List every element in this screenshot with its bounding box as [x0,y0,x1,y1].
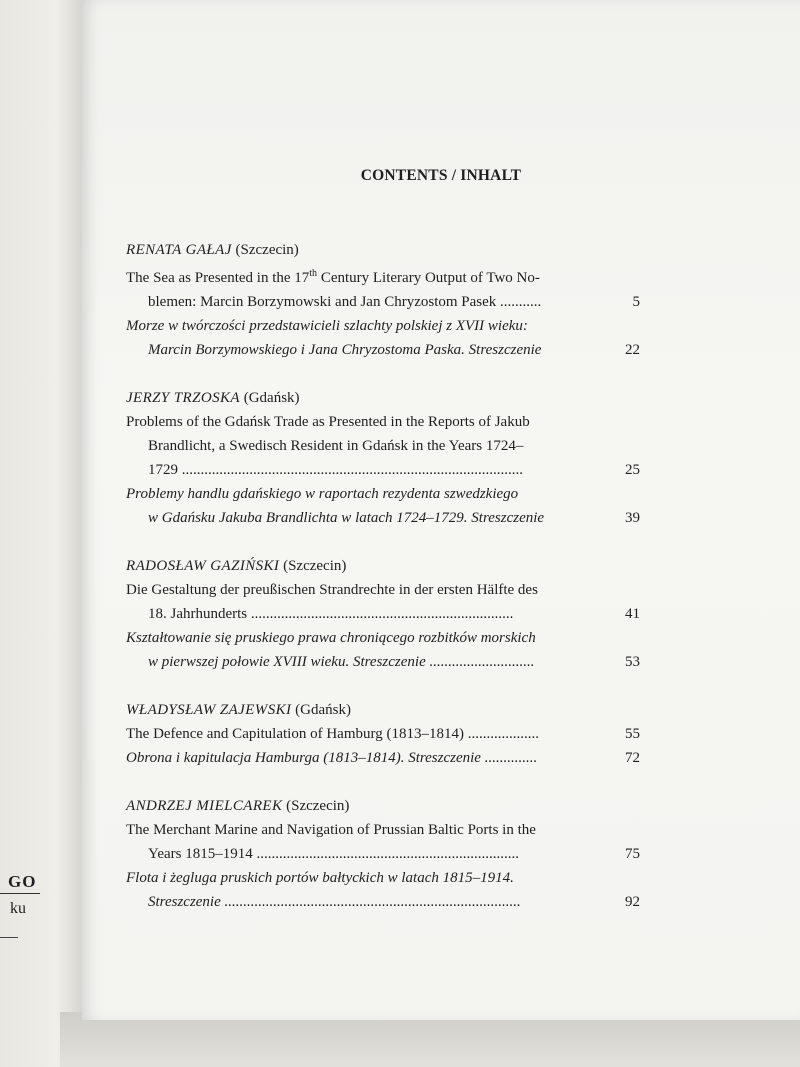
entry-title-line: w pierwszej połowie XVIII wieku. Streszczenie ............................ [148,654,535,670]
previous-page-edge [0,0,82,1067]
author-line [126,698,646,722]
entry-title-line: blemen: Marcin Borzymowski and Jan Chryzostom Pasek ........... [148,294,542,310]
previous-page-rule-bottom [0,937,18,938]
contents-section [126,698,646,770]
author-line [126,794,646,818]
entry-title-line: Problemy handlu gdańskiego w raportach rezydenta szwedzkiego [126,486,519,502]
author-name: WŁADYSŁAW ZAJEWSKI [126,702,292,718]
entry-title-line: The Merchant Marine and Navigation of Prussian Baltic Ports in the [126,822,536,838]
author-place: (Gdańsk) [239,390,300,406]
page-number: 41 [625,606,640,622]
article-entry [126,578,646,626]
contents-section [126,386,646,530]
entry-title-line: The Defence and Capitulation of Hamburg (1813–1814) ................... [126,726,539,742]
page-number: 72 [625,750,640,766]
previous-page-fragment-top: GO [8,872,37,891]
author-line [126,238,646,262]
page-number: 55 [625,726,640,742]
summary-entry [126,482,646,530]
author-place: (Gdańsk) [291,702,351,718]
entry-title-line: w Gdańsku Jakuba Brandlichta w latach 1724–1729. Streszczenie [148,510,545,526]
summary-entry [126,314,646,362]
page-number: 5 [632,294,640,310]
author-line [126,386,646,410]
article-entry [126,818,646,866]
author-name: RENATA GAŁAJ [126,242,232,258]
author-name: RADOSŁAW GAZIŃSKI [126,558,280,574]
article-entry [126,410,646,482]
contents-section [126,238,646,362]
contents-section [126,794,646,914]
entry-title-line: Years 1815–1914 ...................................................................... [148,846,519,862]
summary-entry [126,626,646,674]
entry-title-line: Flota i żegluga pruskich portów bałtyckich w latach 1815–1914. [126,870,514,886]
page-number: 75 [625,846,640,862]
article-entry [126,262,646,314]
author-name: ANDRZEJ MIELCAREK [126,798,283,814]
summary-entry [126,866,646,914]
entry-title-line: 1729 ........................................................................................... [148,462,523,478]
page-number: 25 [625,462,640,478]
entry-title-line: 18. Jahrhunderts ...................................................................... [148,606,514,622]
author-place: (Szczecin) [231,242,299,258]
previous-page-rule [0,893,40,894]
entry-title-line: Morze w twórczości przedstawicieli szlachty polskiej z XVII wieku: [126,318,528,334]
page-number: 39 [625,510,640,526]
author-name: JERZY TRZOSKA [126,390,240,406]
author-place: (Szczecin) [282,798,350,814]
article-entry [126,722,646,746]
table-surface [60,1012,800,1067]
entry-title-line: The Sea as Presented in the 17th Century Literary Output of Two No- [126,268,540,286]
author-line [126,554,646,578]
page-number: 53 [625,654,640,670]
author-place: (Szczecin) [279,558,347,574]
page-number: 22 [625,342,640,358]
contents-list [126,238,646,938]
entry-title-line: Obrona i kapitulacja Hamburga (1813–1814). Streszczenie .............. [126,750,538,766]
entry-title-line: Kształtowanie się pruskiego prawa chroniącego rozbitków morskich [126,630,536,646]
entry-title-line: Brandlicht, a Swedisch Resident in Gdańsk in the Years 1724– [148,438,524,454]
previous-page-fragment-bottom: ku [10,900,26,917]
entry-title-line: Streszczenie ............................................................................... [148,894,521,910]
page-number: 92 [625,894,640,910]
page-title: CONTENTS / INHALT [360,167,522,184]
contents-section [126,554,646,674]
entry-title-line: Marcin Borzymowskiego i Jana Chryzostoma Paska. Streszczenie [148,342,542,358]
entry-title-line: Problems of the Gdańsk Trade as Presented in the Reports of Jakub [126,414,530,430]
summary-entry [126,746,646,770]
entry-title-line: Die Gestaltung der preußischen Strandrechte in der ersten Hälfte des [126,582,538,598]
